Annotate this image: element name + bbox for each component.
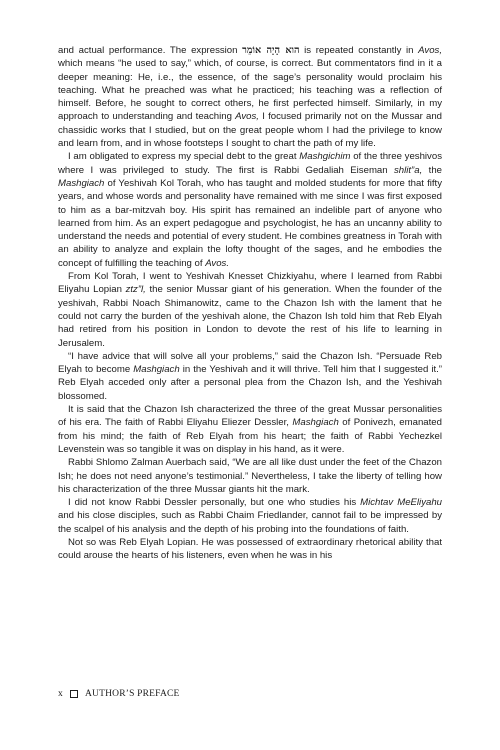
text-run: Rabbi Shlomo Zalman Auerbach said, “We are all like dust under the feet of the Chazon Ish; he does not need anyone’s testimonial.” Nevertheless, I take the liberty of telling how his characterization of the three Mussar giants hit the mark. xyxy=(58,457,442,495)
paragraph-5 xyxy=(58,403,442,456)
italic-term: Mashgichim xyxy=(299,151,351,163)
italic-term: shlit”a, xyxy=(394,164,423,176)
square-ornament-icon xyxy=(70,690,78,698)
paragraph-1 xyxy=(58,44,442,150)
italic-term: Mashgiach xyxy=(133,364,180,376)
text-run: It is said that the Chazon Ish characterized the three of the great Mussar personalities of his era. The faith of Rabbi Eliyahu Eliezer Dessler, xyxy=(58,404,442,429)
paragraph-7 xyxy=(58,496,442,536)
text-run: is repeated constantly in xyxy=(299,45,419,56)
text-run: the senior Mussar giant of his generation. When the founder of the yeshivah, Rabbi Noach Shimanowitz, came to the Chazon Ish with the lament that he could not carry the burden of the yeshivah alone, the Chazon Ish told him that Reb Elyah had retired from his position in London to devote the rest of his life to learning in Jerusalem. xyxy=(58,284,442,349)
text-run: the xyxy=(422,164,442,176)
text-run: of Yeshivah Kol Torah, who has taught and molded students for more that fifty years, and whose words and personality have remained with me since I was first exposed to him as a bar-mitzvah boy. His spirit has remained an indelible part of anyone who learned from him. As an expert pedagogue and psychologist, he has an uncanny ability to understand the needs and potential of every student. He combines greatness in Torah with an ability to analyze and explain the lofty thought of the sages, and he embodies the concept of fulfilling the teaching of xyxy=(58,177,442,269)
text-run: I focused primarily not on the Mussar and chassidic works that I studied, but on the great people whom I had the privilege to know and learn from, and in whose footsteps I sought to chart the path of my life. xyxy=(58,111,442,150)
italic-term: Avos, xyxy=(418,45,442,56)
running-head: AUTHOR’S PREFACE xyxy=(84,689,180,699)
text-run: of the three yeshivos where I was privileged to study. The first is Rabbi Gedaliah Eiseman xyxy=(58,151,442,176)
italic-term: Michtav MeEliyahu xyxy=(360,497,442,509)
text-run: Not so was Reb Elyah Lopian. He was possessed of extraordinary rhetorical ability that could arouse the hearts of his listeners, even when he was in his xyxy=(58,536,442,562)
text-run: I am obligated to express my special debt to the great xyxy=(68,151,300,163)
paragraph-8 xyxy=(58,536,442,563)
italic-term: Mashgiach xyxy=(58,177,105,189)
paragraph-3 xyxy=(58,270,442,350)
paragraph-2 xyxy=(58,150,442,270)
italic-term: Avos, xyxy=(235,111,259,123)
text-run: which means “he used to say,” which, of course, is correct. But commentators find in it a deeper meaning: He, i.e., the essence, of the sage’s personality would proclaim his teaching. What he preached was what he practiced; his teaching was a reflection of himself. Before, he sought to correct others, he first perfected himself. Similarly, in my approach to understanding and teaching xyxy=(58,58,442,123)
paragraph-4 xyxy=(58,350,442,403)
hebrew-phrase: הוא הָיָה אוֹמֵר xyxy=(242,45,300,56)
italic-term: Avos. xyxy=(205,257,230,269)
page-body xyxy=(58,44,442,563)
text-run: and actual performance. The expression xyxy=(58,45,243,56)
page-footer xyxy=(58,689,180,699)
text-run: of Ponivezh, emanated from his mind; the faith of Reb Elyah from his heart; the faith of Rabbi Yechezkel Levenstein was so tangible it was on display in his hand, as it were. xyxy=(58,417,442,455)
italic-term: Mashgiach xyxy=(292,417,339,429)
text-run: I did not know Rabbi Dessler personally, but one who studies his xyxy=(68,497,361,509)
italic-term: ztz”l, xyxy=(125,284,146,296)
text-run: From Kol Torah, I went to Yeshivah Knesset Chizkiyahu, where I learned from Rabbi Eliyahu Lopian xyxy=(58,271,442,296)
text-run: “I have advice that will solve all your problems,” said the Chazon Ish. “Persuade Reb Elyah to become xyxy=(58,350,442,376)
text-run: and his close disciples, such as Rabbi Chaim Friedlander, cannot fail to be impressed by the scalpel of his analysis and the depth of his probing into the foundations of faith. xyxy=(58,510,442,535)
text-run: in the Yeshivah and it will thrive. Tell him that I suggested it.” Reb Elyah acceded only after a personal plea from the Chazon Ish, and the Yeshivah blossomed. xyxy=(58,364,442,402)
page-number: x xyxy=(58,689,63,699)
paragraph-6 xyxy=(58,456,442,496)
